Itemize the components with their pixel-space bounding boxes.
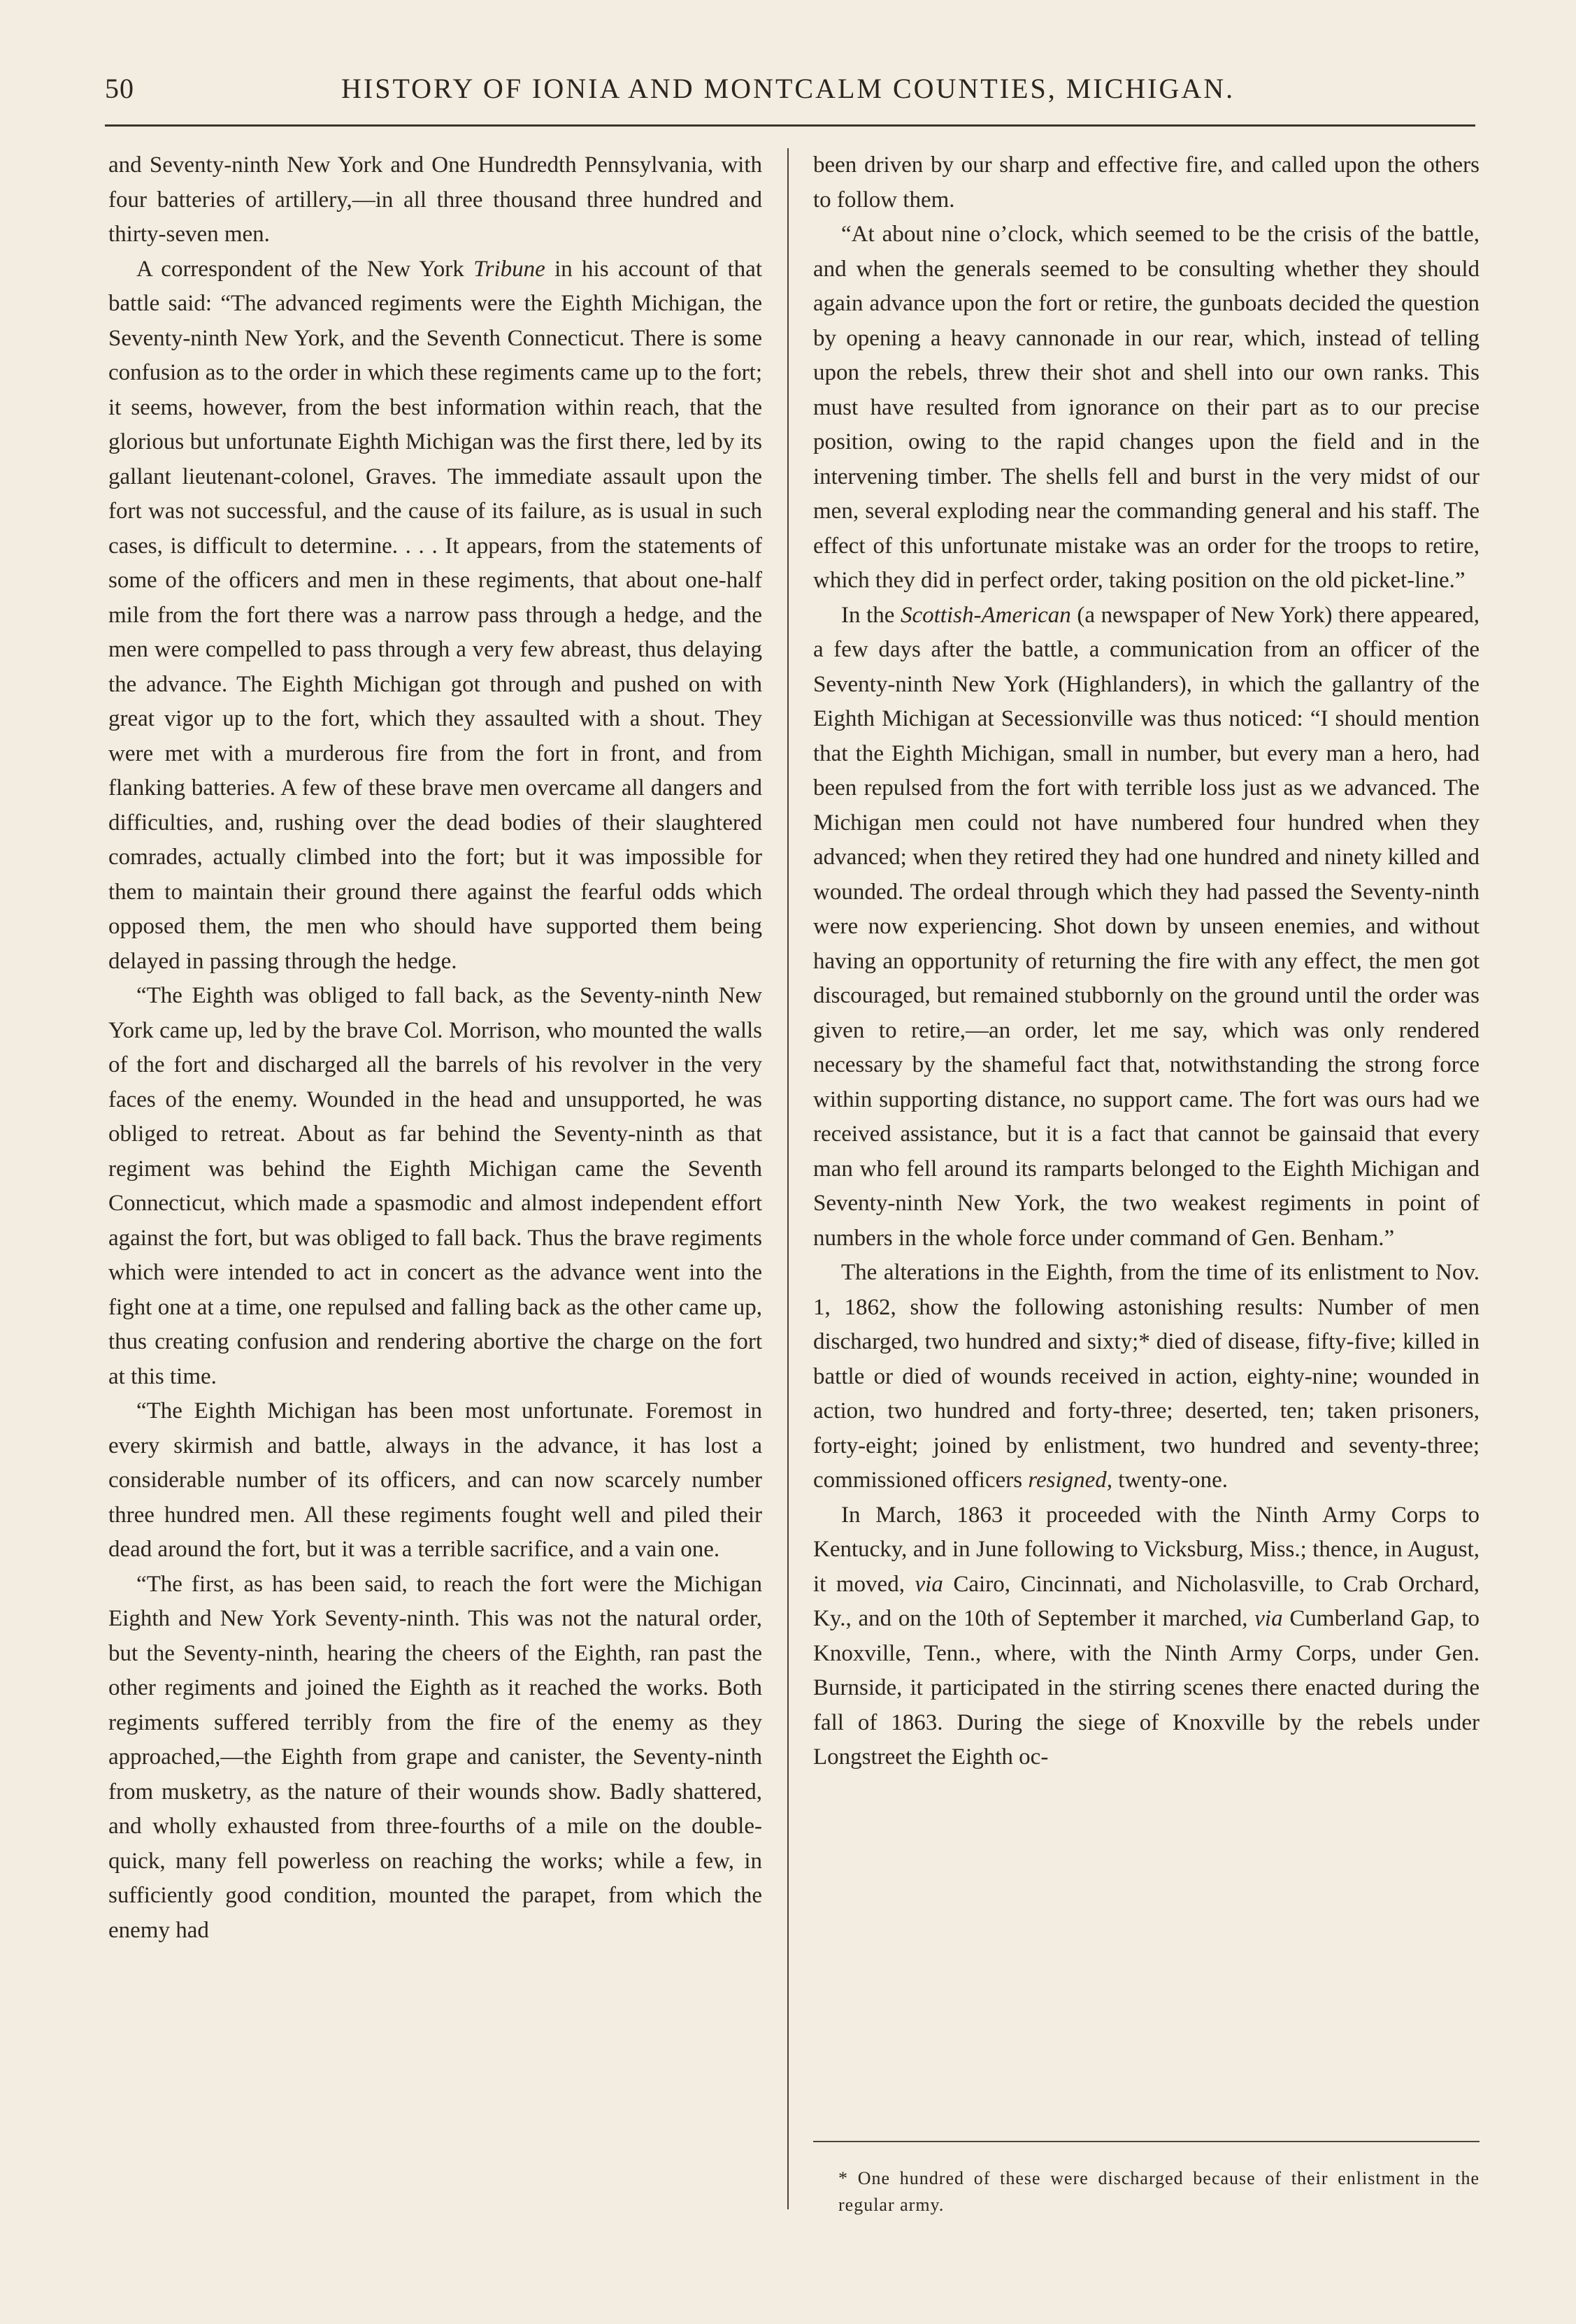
- text-run: The alterations in the Eighth, from the time of its enlistment to Nov. 1, 1862, show the following astonishing results: Number of men discharged, two hundred and sixty;* died of disease, fifty-five; killed in battle or died of wounds received in action, eighty-nine; wounded in action, two hundred and forty-three; deserted, ten; taken prisoners, forty-eight; joined by enlistment, two hundred and seventy-three; commissioned officers: [813, 1260, 1480, 1493]
- text-run: In the: [841, 602, 901, 628]
- column-divider: [787, 148, 789, 2209]
- left-paragraph-2: [108, 252, 762, 980]
- footnote-text: * One hundred of these were discharged because of their enlistment in the regular army.: [838, 2168, 1480, 2215]
- running-title: HISTORY OF IONIA AND MONTCALM COUNTIES, MICHIGAN.: [341, 73, 1235, 104]
- italic-word: resigned,: [1028, 1468, 1113, 1493]
- text-run: in his account of that battle said: “The advanced regiments were the Eighth Michigan, the Seventy-ninth New York, and the Seventh Connecticut. There is some confusion as to the order in which these regiments came up to the fort; it seems, however, from the best information within reach, that the glorious but unfortunate Eighth Michigan was the first there, led by its gallant lieutenant-colonel, Graves. The immediate assault upon the fort was not successful, and the cause of its failure, as is usual in such cases, is difficult to determine. . . . It appears, from the statements of some of the officers and men in these regiments, that about one-half mile from the fort there was a narrow pass through a hedge, and the men were compelled to pass through a very few abreast, thus delaying the advance. The Eighth Michigan got through and pushed on with great vigor up to the fort, which they assaulted with a shout. They were met with a murderous fire from the fort in front, and from flanking batteries. A few of these brave men overcame all dangers and difficulties, and, rushing over the dead bodies of their slaughtered comrades, actually climbed into the fort; but it was impossible for them to maintain their ground there against the fearful odds which opposed them, the men who should have supported them being delayed in passing through the hedge.: [108, 256, 763, 974]
- left-column: [108, 148, 762, 1948]
- text-run: Cumberland Gap, to Knoxville, Tenn., where, with the Ninth Army Corps, under Gen. Burnside, it participated in the stirring scenes there enacted during the fall of 1863. During the siege of Knoxville by the rebels under Longstreet the Eighth oc-: [813, 1606, 1480, 1770]
- page-header: [105, 72, 1475, 114]
- text-run: Cairo, Cincinnati, and Nicholasville, to Crab Orchard, Ky., and on the 10th of September it marched,: [813, 1571, 1480, 1631]
- left-paragraph-1: and Seventy-ninth New York and One Hundredth Pennsylvania, with four batteries of artillery,—in all three thousand three hundred and thirty-seven men.: [108, 152, 762, 247]
- text-run: twenty-one.: [1112, 1468, 1228, 1493]
- italic-word: via: [1254, 1606, 1283, 1631]
- text-run: (a newspaper of New York) there appeared, a few days after the battle, a communication from an officer of the Seventy-ninth New York (Highlanders), in which the gallantry of the Eighth Michigan at Secessionville was thus noticed: “I should mention that the Eighth Michigan, small in number, but every man a hero, had been repulsed from the fort with terrible loss just as we advanced. The Michigan men could not have numbered four hundred when they advanced; when they retired they had one hundred and ninety killed and wounded. The ordeal through which they had passed the Seventy-ninth were now experiencing. Shot down by unseen enemies, and without having an opportunity of returning the fire with any effect, the men got discouraged, but remained stubbornly on the ground until the order was given to retire,—an order, let me say, which was only rendered necessary by the shameful fact that, notwithstanding the strong force within supporting distance, no support came. The fort was ours had we received assistance, but it is a fact that cannot be gainsaid that every man who fell around its ramparts belonged to the Eighth Michigan and Seventy-ninth New York, the two weakest regiments in point of numbers in the whole force under command of Gen. Benham.”: [813, 602, 1480, 1251]
- left-paragraph-4: “The Eighth Michigan has been most unfortunate. Foremost in every skirmish and battle, always in the advance, it has lost a considerable number of its officers, and can now scarcely number three hundred men. All these regiments fought well and piled their dead around the fort, but it was a terrible sacrifice, and a vain one.: [108, 1398, 762, 1562]
- left-paragraph-5: “The first, as has been said, to reach the fort were the Michigan Eighth and New York Seventy-ninth. This was not the natural order, but the Seventy-ninth, hearing the cheers of the Eighth, ran past the other regiments and joined the Eighth as it reached the works. Both regiments suffered terribly from the fire of the enemy as they approached,—the Eighth from grape and canister, the Seventy-ninth from musketry, as the nature of their wounds show. Badly shattered, and wholly exhausted from three-fourths of a mile on the double-quick, many fell powerless on reaching the works; while a few, in sufficiently good condition, mounted the parapet, from which the enemy had: [108, 1571, 762, 1943]
- footnote-rule: [813, 2141, 1480, 2142]
- left-paragraph-3: “The Eighth was obliged to fall back, as the Seventy-ninth New York came up, led by the brave Col. Morrison, who mounted the walls of the fort and discharged all the barrels of his revolver in the very faces of the enemy. Wounded in the head and unsupported, he was obliged to retreat. About as far behind the Seventy-ninth as that regiment was behind the Eighth Michigan came the Seventh Connecticut, which made a spasmodic and almost independent effort against the fort, but was obliged to fall back. Thus the brave regiments which were intended to act in concert as the advance went into the fight one at a time, one repulsed and falling back as the other came up, thus creating confusion and rendering abortive the charge on the fort at this time.: [108, 983, 762, 1389]
- right-paragraph-1: been driven by our sharp and effective fire, and called upon the others to follow them.: [813, 152, 1480, 213]
- page-number: 50: [105, 73, 134, 104]
- newspaper-title: Tribune: [473, 256, 545, 282]
- right-paragraph-3: [813, 598, 1480, 1256]
- header-rule: [105, 124, 1475, 127]
- italic-word: via: [915, 1571, 943, 1597]
- text-run: A correspondent of the New York: [136, 256, 474, 282]
- text-run: In March, 1863 it proceeded with the Ninth Army Corps to Kentucky, and in June following to Vicksburg, Miss.; thence, in August, it moved,: [813, 1502, 1480, 1597]
- footnote: [813, 2165, 1480, 2218]
- right-paragraph-5: [813, 1498, 1480, 1775]
- right-column: [813, 148, 1480, 1775]
- newspaper-title: Scottish-American: [900, 602, 1071, 628]
- right-paragraph-4: [813, 1256, 1480, 1498]
- right-paragraph-2: “At about nine o’clock, which seemed to be the crisis of the battle, and when the generals seemed to be consulting whether they should again advance upon the fort or retire, the gunboats decided the question by opening a heavy cannonade in our rear, which, instead of telling upon the rebels, threw their shot and shell into our own ranks. This must have resulted from ignorance on their part as to our precise position, owing to the rapid changes upon the field and in the intervening timber. The shells fell and burst in the very midst of our men, several exploding near the commanding general and his staff. The effect of this unfortunate mistake was an order for the troops to retire, which they did in perfect order, taking position on the old picket-line.”: [813, 222, 1480, 593]
